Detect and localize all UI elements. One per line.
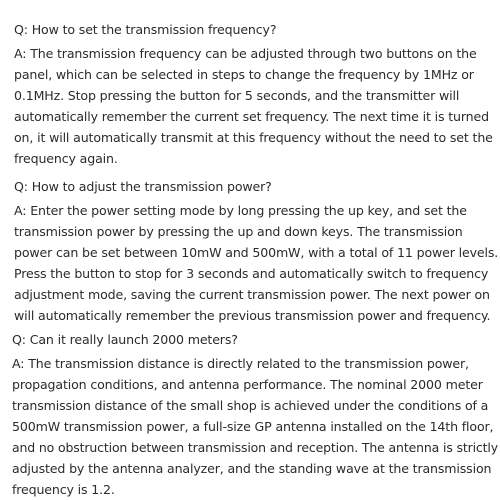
faq-answer-2-line-2: transmission power by pressing the up and down keys. The transmission xyxy=(14,224,463,239)
faq-answer-2-line-3: power can be set between 10mW and 500mW, with a total of 11 power levels. xyxy=(14,245,499,260)
faq-answer-3-line-5: and no obstruction between transmission and reception. The antenna is strictly xyxy=(12,440,498,455)
faq-answer-2-line-6: will automatically remember the previous transmission power and frequency. xyxy=(14,308,491,323)
faq-answer-1-line-6: frequency again. xyxy=(14,151,118,166)
faq-answer-3-line-2: propagation conditions, and antenna performance. The nominal 2000 meter xyxy=(12,377,483,392)
faq-answer-3-line-4: 500mW transmission power, a full-size GP antenna installed on the 14th floor, xyxy=(12,419,494,434)
faq-answer-3-line-6: adjusted by the antenna analyzer, and the standing wave at the transmission xyxy=(12,461,492,476)
faq-answer-1-line-2: panel, which can be selected in steps to change the frequency by 1MHz or xyxy=(14,67,474,82)
faq-answer-1-line-4: automatically remember the current set frequency. The next time it is turned xyxy=(14,109,489,124)
faq-answer-3-line-7: frequency is 1.2. xyxy=(12,482,115,497)
faq-answer-1-line-5: on, it will automatically transmit at this frequency without the need to set the xyxy=(14,130,493,145)
faq-question-1: Q: How to set the transmission frequency? xyxy=(14,22,277,37)
faq-answer-2-line-4: Press the button to stop for 3 seconds and automatically switch to frequency xyxy=(14,266,489,281)
faq-answer-1-line-1: A: The transmission frequency can be adjusted through two buttons on the xyxy=(14,46,477,61)
faq-question-2: Q: How to adjust the transmission power? xyxy=(14,179,272,194)
faq-answer-2-line-5: adjustment mode, saving the current transmission power. The next power on xyxy=(14,287,490,302)
faq-answer-2-line-1: A: Enter the power setting mode by long pressing the up key, and set the xyxy=(14,203,467,218)
faq-answer-1-line-3: 0.1MHz. Stop pressing the button for 5 seconds, and the transmitter will xyxy=(14,88,460,103)
faq-answer-3-line-1: A: The transmission distance is directly related to the transmission power, xyxy=(12,356,469,371)
faq-answer-3-line-3: transmission distance of the small shop is achieved under the conditions of a xyxy=(12,398,489,413)
faq-question-3: Q: Can it really launch 2000 meters? xyxy=(12,332,238,347)
